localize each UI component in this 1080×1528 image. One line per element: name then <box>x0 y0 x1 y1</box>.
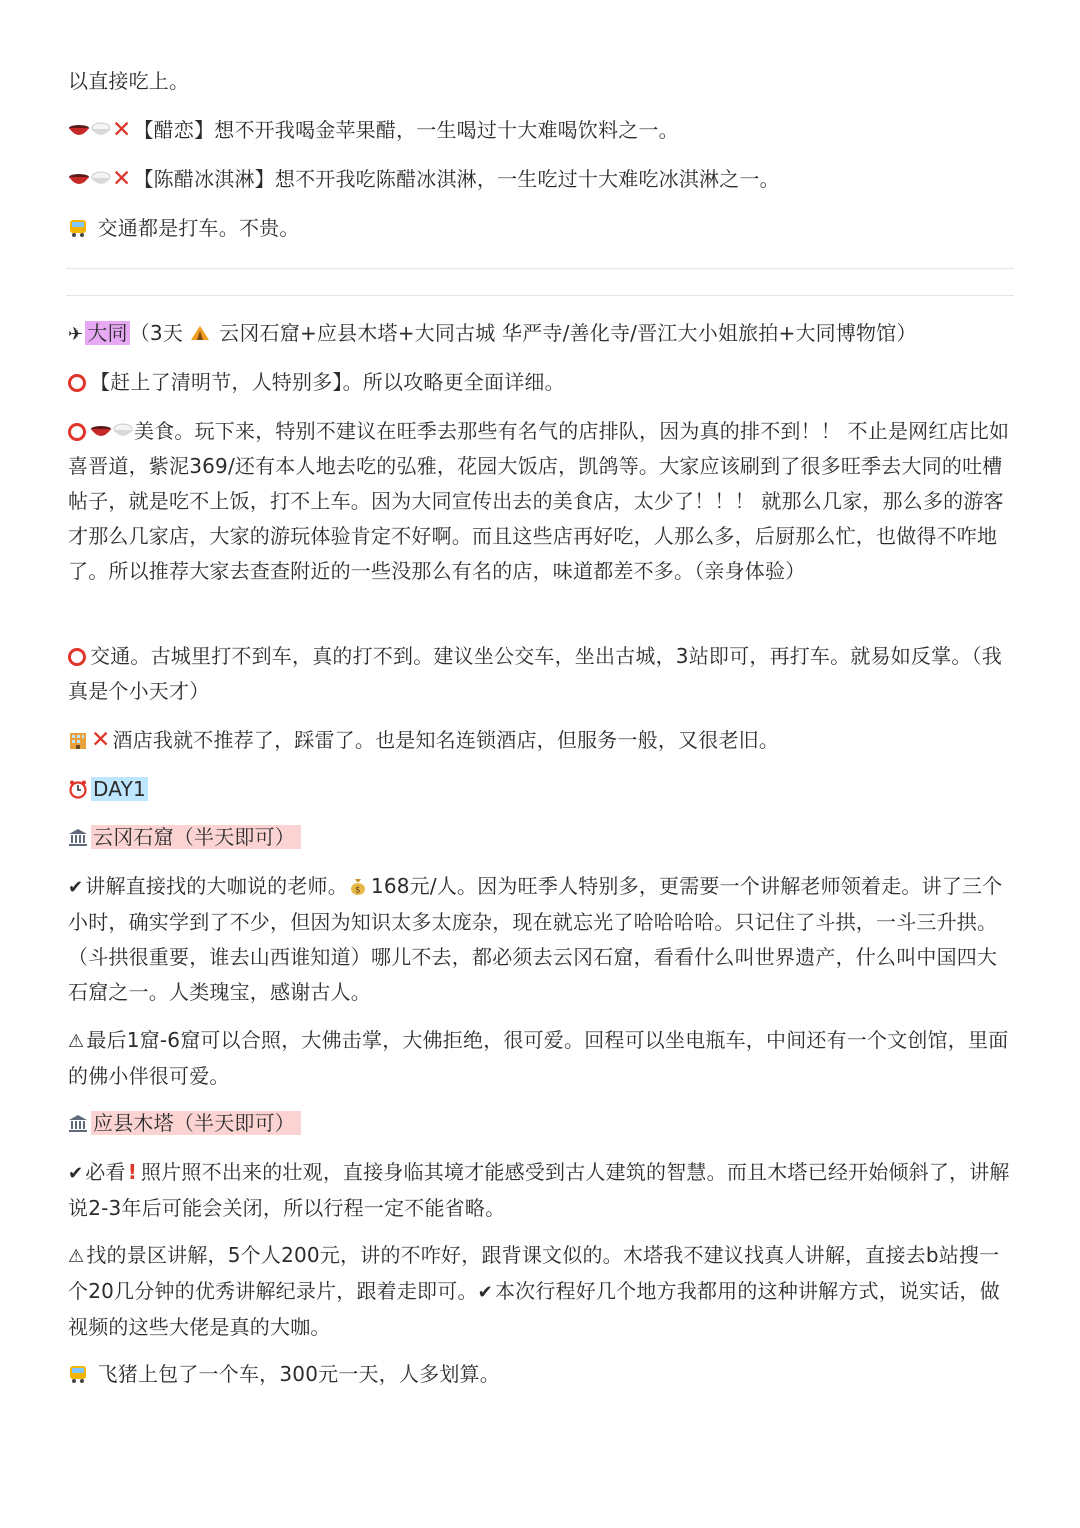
paragraph-tip-holiday: 【赶上了清明节，人特别多】。所以攻略更全面详细。 <box>68 365 1016 400</box>
check-icon: ✔ <box>68 1163 84 1184</box>
warning-icon: ⚠ <box>68 1246 85 1267</box>
bowl-icon <box>90 421 112 441</box>
circle-icon <box>68 423 86 441</box>
check-icon: ✔ <box>477 1282 493 1303</box>
bowl-icon <box>68 169 90 189</box>
paragraph-car: 飞猪上包了一个车，300元一天，人多划算。 <box>68 1357 1016 1392</box>
svg-text:$: $ <box>354 885 361 896</box>
paragraph-transport: 交通都是打车。不贵。 <box>68 211 1016 246</box>
cross-icon: ✕ <box>91 727 111 753</box>
rice-icon <box>90 120 112 140</box>
paragraph-muta-guide: ⚠ 找的景区讲解，5个人200元，讲的不咋好，跟背课文似的。木塔我不建议找真人讲解，直接去b站搜一个20几分钟的优秀讲解纪录片，跟着走即可。✔ 本次行程好几个地方我都用的这种讲解方式，说实话，做视频的这些大佬是真的大咖。 <box>68 1243 1000 1339</box>
paragraph-hotel: ✕ 酒店我就不推荐了，踩雷了。也是知名连锁酒店，但服务一般，又很老旧。 <box>68 723 1016 758</box>
section-title-datong: ✈ 大同 （3天 云冈石窟+应县木塔+大同古城 华严寺/善化寺/晋江大小姐旅拍+大同博物馆） <box>68 321 917 345</box>
rice-icon <box>90 169 112 189</box>
plane-icon: ✈ <box>68 324 84 345</box>
day-heading: DAY1 <box>68 772 1016 807</box>
site-heading-yungang: 云冈石窟（半天即可） <box>68 820 1016 855</box>
paragraph-intro-end: 以直接吃上。 <box>68 69 190 93</box>
warning-icon: ⚠ <box>68 1031 85 1052</box>
exclamation-icon: ! <box>127 1160 138 1184</box>
hotel-icon <box>68 730 88 750</box>
paragraph-yungang-guide: ✔ 讲解直接找的大咖说的老师。 $ 168元/人。因为旺季人特别多，更需要一个讲解老师领着走。讲了三个小时，确实学到了不少，但因为知识太多太庞杂，现在就忘光了哈哈哈哈。只记住了斗拱，一斗三升拱。（斗拱很重要，谁去山西谁知道）哪儿不去，都必须去云冈石窟，看看什么叫世界遗产，什么叫中国四大石窟之一。人类瑰宝，感谢古人。 <box>68 874 1003 1004</box>
divider <box>66 295 1014 296</box>
site-heading-muta: 应县木塔（半天即可） <box>68 1106 1016 1141</box>
paragraph-muta-must: ✔ 必看 ! 照片照不出来的壮观，直接身临其境才能感受到古人建筑的智慧。而且木塔已经开始倾斜了，讲解说2-3年后可能会关闭，所以行程一定不能省略。 <box>68 1160 1010 1220</box>
paragraph-vinegar-icecream: ✕ 【陈醋冰淇淋】想不开我吃陈醋冰淇淋，一生吃过十大难吃冰淇淋之一。 <box>68 162 1016 197</box>
cross-icon: ✕ <box>112 117 132 143</box>
rice-icon <box>112 421 134 441</box>
paragraph-food: 美食。玩下来，特别不建议在旺季去那些有名气的店排队，因为真的排不到！！ 不止是网红店比如喜晋道，紫泥369/还有本人地去吃的弘雅，花园大饭店，凯鸽等。大家应该刷到了很多旺季去大同的吐槽帖子，就是吃不上饭，打不上车。因为大同宣传出去的美食店，太少了！！！ 就那么几家，那么多的游客才那么几家店，大家的游玩体验肯定不好啊。而且这些店再好吃，人那么多，后厨那么忙，也做得不咋地了。所以推荐大家去查查附近的一些没那么有名的店，味道都差不多。（亲身体验） <box>68 419 1010 583</box>
bus-icon <box>68 218 88 238</box>
cross-icon: ✕ <box>112 166 132 192</box>
check-icon: ✔ <box>68 877 84 898</box>
alarm-clock-icon <box>68 779 88 799</box>
circle-icon <box>68 374 86 392</box>
money-bag-icon <box>348 876 368 896</box>
museum-icon <box>68 827 88 847</box>
museum-icon <box>68 1113 88 1133</box>
bus-icon <box>68 1364 88 1384</box>
bowl-icon <box>68 120 90 140</box>
paragraph-vinegar-drink: ✕ 【醋恋】想不开我喝金苹果醋，一生喝过十大难喝饮料之一。 <box>68 113 1016 148</box>
paragraph-yungang-photo: ⚠ 最后1窟-6窟可以合照，大佛击掌，大佛拒绝，很可爱。回程可以坐电瓶车，中间还有一个文创馆，里面的佛小伴很可爱。 <box>68 1028 1009 1088</box>
circle-icon <box>68 648 86 666</box>
paragraph-traffic: 交通。古城里打不到车，真的打不到。建议坐公交车，坐出古城，3站即可，再打车。就易如反掌。（我真是个小天才） <box>68 644 1002 703</box>
divider <box>66 268 1014 269</box>
tent-icon <box>190 323 210 343</box>
